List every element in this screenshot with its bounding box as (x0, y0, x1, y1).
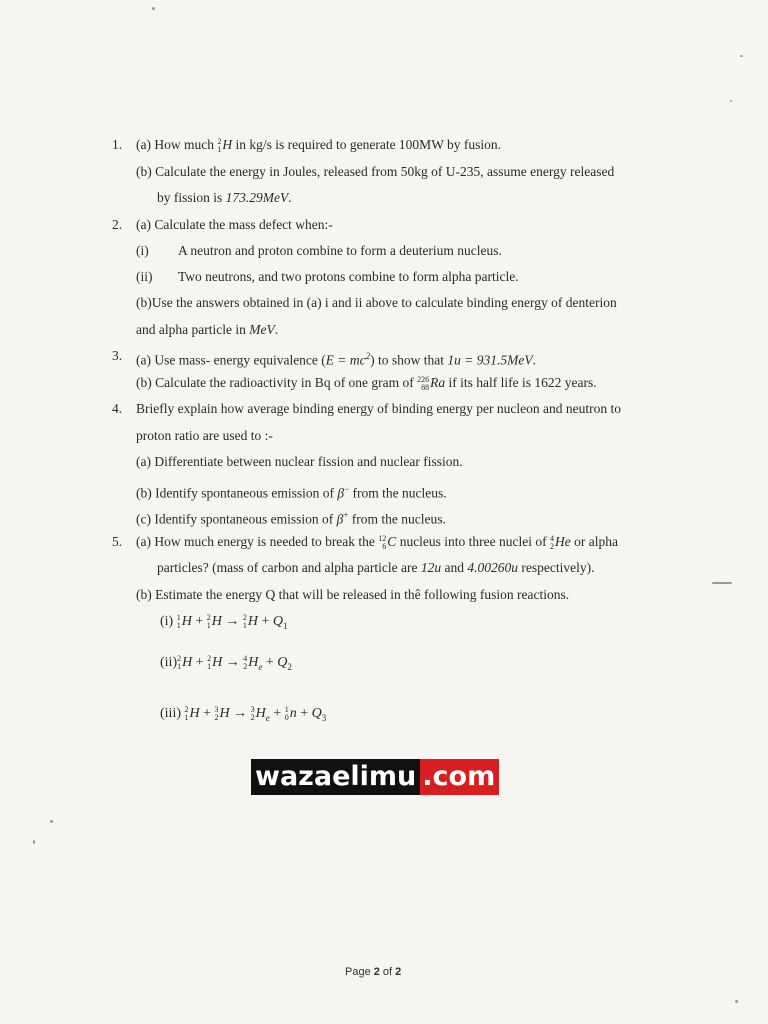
text: . (274, 322, 279, 337)
logo-domain: .com (420, 759, 499, 795)
text: respectively). (518, 560, 595, 575)
text: by fission is (157, 190, 226, 205)
question-number: 3. (112, 348, 123, 363)
text: and (441, 560, 468, 575)
page-number: 2 (373, 966, 380, 978)
symbol: β (337, 485, 345, 501)
superscript: − (344, 484, 350, 494)
text: nucleus into three nuclei of (396, 534, 551, 549)
text: (a) How much (136, 137, 218, 152)
page-footer (345, 966, 401, 978)
question-number: 1. (112, 137, 123, 152)
item-label: (ii) (160, 655, 178, 670)
reaction-i: (i) 1 1 H + 2 1 H → 2 1 $H + Q_1$ (160, 613, 288, 631)
symbol: C (387, 534, 397, 549)
text: Briefly explain how average binding energy of binding energy per nucleon and neutron to (136, 401, 621, 416)
text: from the nucleus. (349, 485, 447, 501)
question-5-a-line2 (157, 559, 594, 577)
text: . (532, 352, 536, 368)
reaction-iii: (iii) 2 1 H + 3 2 H → 3 2 $H_e$ + 1 0 $n + Q_3$ (160, 705, 327, 723)
item-label: (ii) (136, 269, 153, 284)
math-value: 4.00260u (467, 560, 518, 575)
nuclide-notation: 12 6 (378, 534, 387, 551)
text: (a) Use mass- energy equivalence ( (136, 352, 326, 368)
text: if its half life is 1622 years. (445, 375, 597, 390)
text: particles? (mass of carbon and alpha particle are (157, 560, 421, 575)
logo-text: wazaelimu (251, 759, 420, 795)
wazaelimu-logo[interactable] (251, 759, 499, 795)
scan-speck (735, 1000, 738, 1003)
question-5-b: (b) Estimate the energy Q that will be released in thê following fusion reactions. (136, 587, 570, 602)
text: of (379, 966, 396, 978)
reaction-ii: (ii) 2 1 H + 2 1 H → 4 2 $H_e + Q_2$ (160, 654, 292, 672)
superscript: + (343, 510, 349, 520)
text: ) to show that (370, 352, 448, 368)
question-number: 5. (112, 534, 123, 549)
text: (b) Identify spontaneous emission of (136, 485, 338, 501)
text: (c) Identify spontaneous emission of (136, 511, 337, 527)
scan-speck (33, 840, 35, 844)
question-number: 2. (112, 217, 123, 232)
text: . (288, 190, 292, 205)
item-label: (iii) (160, 706, 181, 721)
item-label: (i) (160, 614, 174, 629)
question-4-line2: proton ratio are used to :- (136, 428, 273, 443)
math-value: MeV (249, 322, 275, 337)
superscript: 2 (365, 351, 371, 361)
page-total: 2 (395, 966, 402, 978)
text: and alpha particle in (136, 322, 250, 337)
question-4-c (136, 506, 446, 529)
text: A neutron and proton combine to form a deuterium nucleus. (178, 243, 502, 258)
question-1-b-line2 (157, 189, 292, 207)
text: or alpha (570, 534, 618, 549)
scan-speck (730, 100, 732, 102)
item-label: (i) (136, 243, 149, 258)
text: from the nucleus. (348, 511, 446, 527)
question-4-b (136, 480, 447, 503)
text: (a) Calculate the mass defect when:- (136, 217, 333, 232)
question-2-b-line1: (b)Use the answers obtained in (a) i and ii above to calculate binding energy of denterion (136, 295, 617, 310)
text: (a) How much energy is needed to break the (136, 534, 379, 549)
nuclide-notation: 4 2 (550, 534, 555, 551)
question-3-b (136, 374, 597, 392)
equation: E = mc (325, 352, 366, 368)
math-value: 1u = 931.5MeV (447, 352, 533, 368)
nuclide-notation: 226 88 (417, 375, 430, 392)
scan-speck (740, 55, 743, 57)
symbol: Ra (430, 375, 446, 390)
question-2-b-line2 (136, 321, 278, 339)
scan-speck (152, 7, 155, 10)
question-1-b-line1: (b) Calculate the energy in Joules, released from 50kg of U-235, assume energy released (136, 164, 615, 179)
nuclide-notation: 2 1 (217, 137, 222, 154)
text: Page (345, 966, 374, 978)
scan-speck (50, 820, 53, 823)
scan-speck (712, 582, 732, 584)
text: (b) Calculate the radioactivity in Bq of one gram of (136, 375, 418, 390)
symbol: β (336, 511, 344, 527)
question-4-a: (a) Differentiate between nuclear fission and nuclear fission. (136, 454, 463, 469)
math-value: 173.29MeV (225, 190, 289, 205)
symbol: H (222, 137, 233, 152)
text: Two neutrons, and two protons combine to form alpha particle. (178, 269, 519, 284)
question-number: 4. (112, 401, 123, 416)
math-value: 12u (420, 560, 442, 575)
text: in kg/s is required to generate 100MW by fusion. (232, 137, 502, 152)
symbol: He (555, 534, 571, 549)
